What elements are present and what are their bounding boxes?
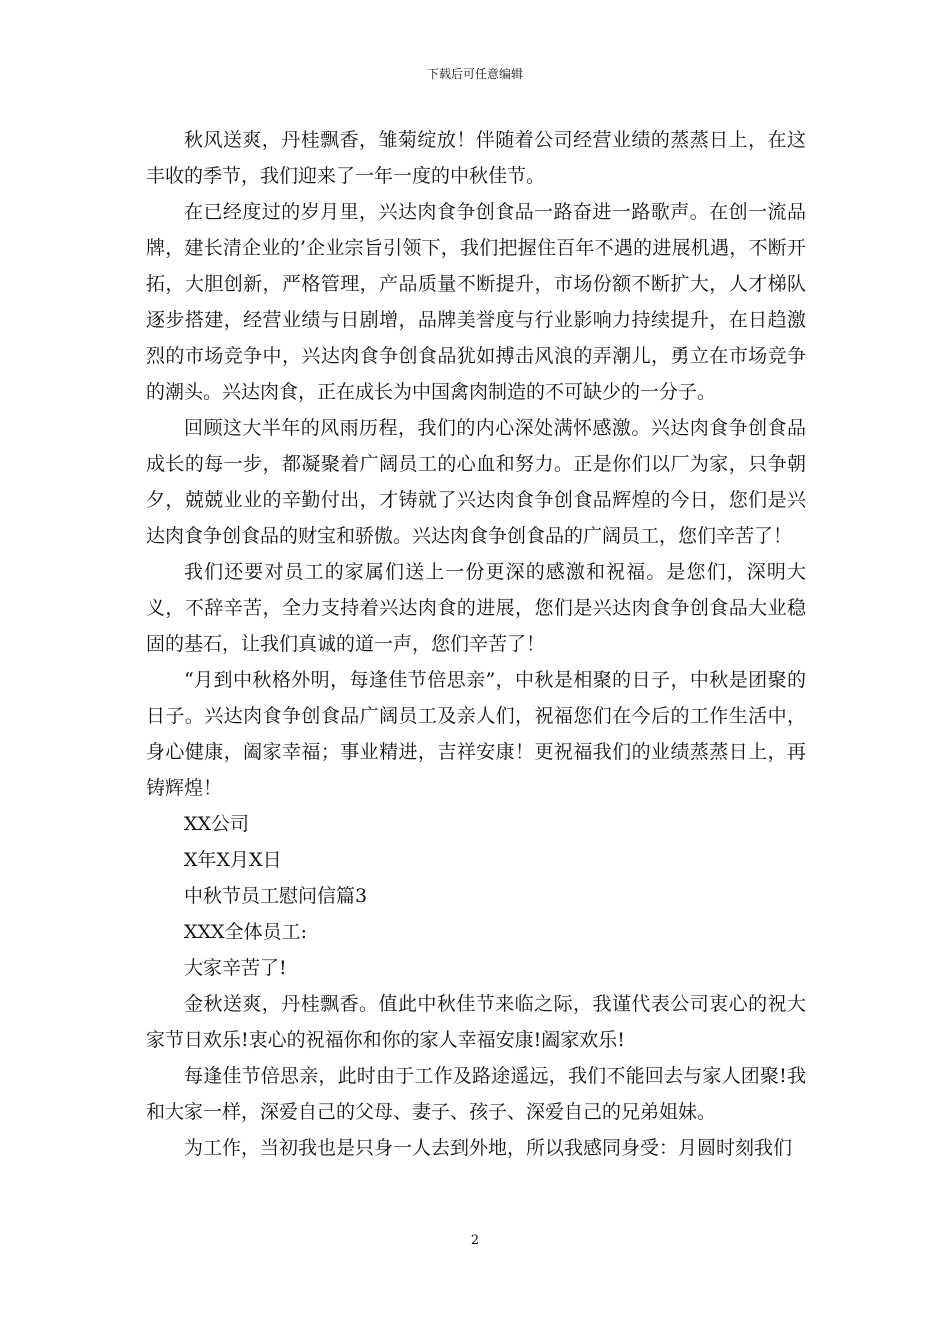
paragraph-6: 金秋送爽，丹桂飘香。值此中秋佳节来临之际，我谨代表公司衷心的祝大家节日欢乐!衷心的祝福你和你的家人幸福安康!阖家欢乐! [146,993,806,1051]
salutation: XXX全体员工: [184,921,307,943]
signature-date: X年X月X日 [184,849,282,871]
paragraph-8: 为工作，当初我也是只身一人去到外地，所以我感同身受：月圆时刻我们 [184,1137,793,1159]
paragraph-5: “月到中秋格外明，每逢佳节倍思亲”，中秋是相聚的日子，中秋是团聚的日子。兴达肉食争创食品广阔员工及亲人们，祝福您们在今后的工作生活中，身心健康，阖家幸福；事业精进，吉祥安康！更祝福我们的业绩蒸蒸日上，再铸辉煌！ [146,669,806,799]
paragraph-3: 回顾这大半年的风雨历程，我们的内心深处满怀感激。兴达肉食争创食品成长的每一步，都凝聚着广阔员工的心血和努力。正是你们以厂为家，只争朝夕，兢兢业业的辛勤付出，才铸就了兴达肉食争创食品辉煌的今日，您们是兴达肉食争创食品的财宝和骄傲。兴达肉食争创食品的广阔员工，您们辛苦了！ [146,417,806,547]
signature-company: XX公司 [184,813,250,835]
document-body [146,122,806,1166]
page-number: 2 [470,1233,480,1248]
page-header: 下载后可任意编辑 [426,67,523,81]
section-title: 中秋节员工慰问信篇3 [184,885,368,907]
paragraph-7: 每逢佳节倍思亲，此时由于工作及路途遥远，我们不能回去与家人团聚!我和大家一样，深爱自己的父母、妻子、孩子、深爱自己的兄弟姐妹。 [146,1065,806,1123]
paragraph-4: 我们还要对员工的家属们送上一份更深的感激和祝福。是您们，深明大义，不辞辛苦，全力支持着兴达肉食的进展，您们是兴达肉食争创食品大业稳固的基石，让我们真诚的道一声，您们辛苦了！ [146,561,806,655]
greeting: 大家辛苦了! [184,957,287,979]
paragraph-2: 在已经度过的岁月里，兴达肉食争创食品一路奋进一路歌声。在创一流品牌，建长清企业的’企业宗旨引领下，我们把握住百年不遇的进展机遇，不断开拓，大胆创新，严格管理，产品质量不断提升，市场份额不断扩大，人才梯队逐步搭建，经营业绩与日剧增，品牌美誉度与行业影响力持续提升，在日趋激烈的市场竞争中，兴达肉食争创食品犹如搏击风浪的弄潮儿，勇立在市场竞争的潮头。兴达肉食，正在成长为中国禽肉制造的不可缺少的一分子。 [146,201,806,403]
paragraph-1: 秋风送爽，丹桂飘香，雏菊绽放！伴随着公司经营业绩的蒸蒸日上，在这丰收的季节，我们迎来了一年一度的中秋佳节。 [146,129,806,187]
